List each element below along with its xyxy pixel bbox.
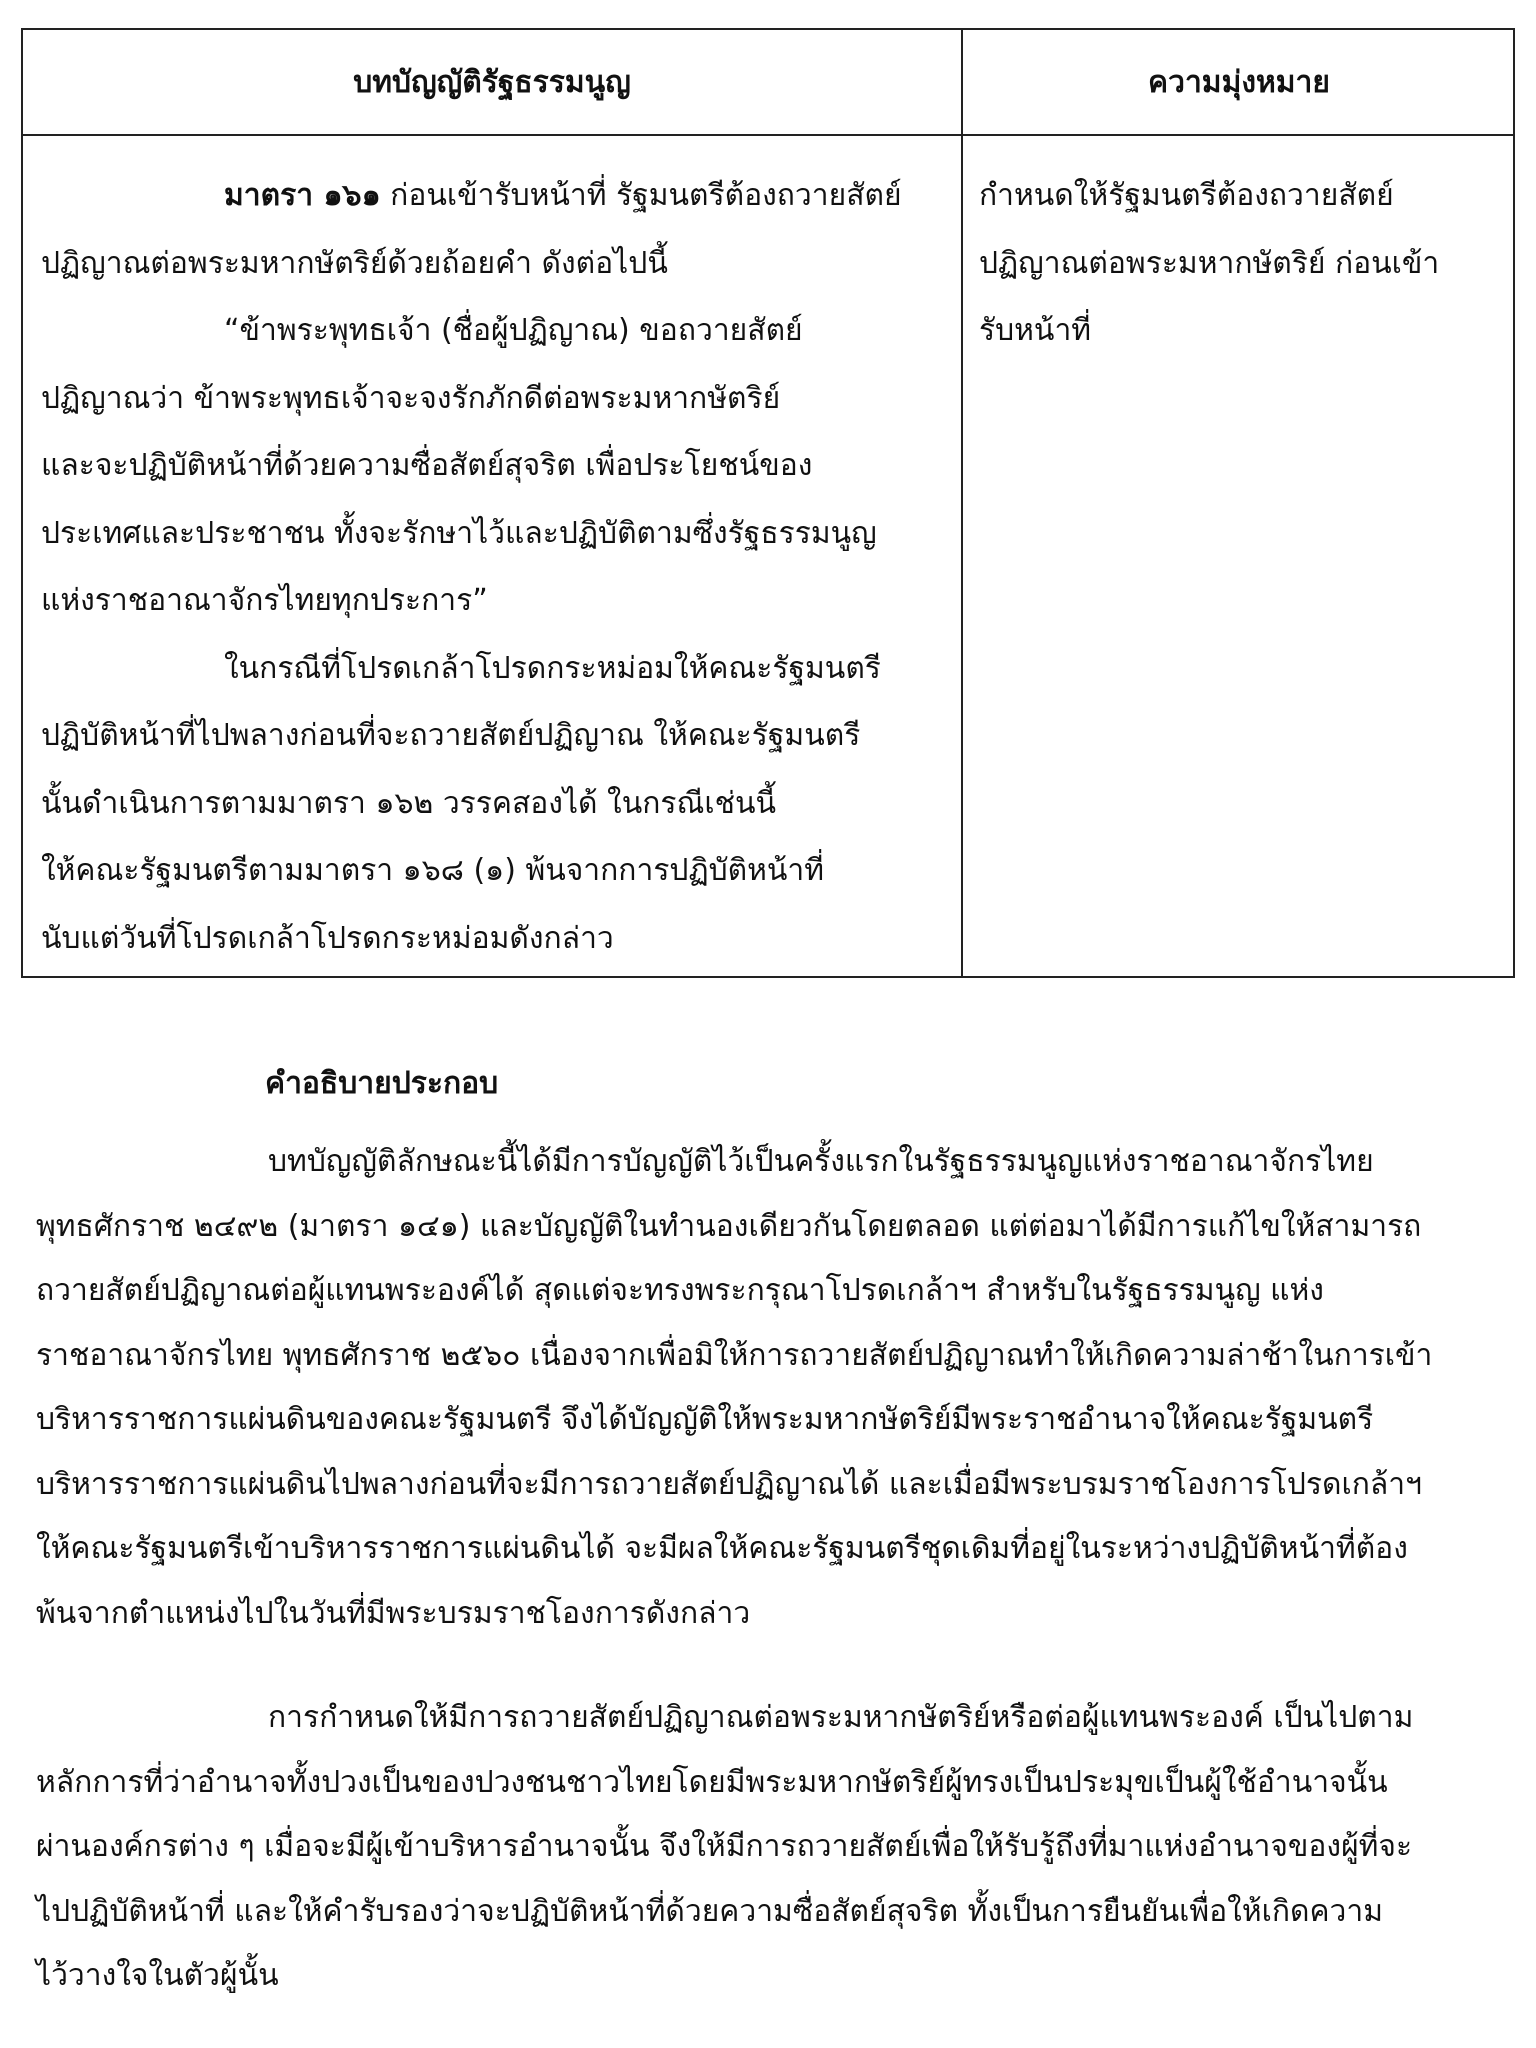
provision-line: ปฏิญาณต่อพระมหากษัตริย์ด้วยถ้อยคำ ดังต่อไปนี้	[41, 245, 668, 281]
paragraph-line: พ้นจากตำแหน่งไปในวันที่มีพระบรมราชโองการดังกล่าว	[36, 1595, 751, 1631]
purpose-line: รับหน้าที่	[979, 313, 1092, 348]
explanation-title: คำอธิบายประกอบ	[265, 1066, 499, 1101]
paragraph-line: การกำหนดให้มีการถวายสัตย์ปฏิญาณต่อพระมหากษัตริย์หรือต่อผู้แทนพระองค์ เป็นไปตาม	[268, 1700, 1414, 1735]
provision-line: ในกรณีที่โปรดเกล้าโปรดกระหม่อมให้คณะรัฐมนตรี	[224, 650, 881, 686]
provision-line: ปฏิบัติหน้าที่ไปพลางก่อนที่จะถวายสัตย์ปฏิญาณ ให้คณะรัฐมนตรี	[41, 718, 861, 753]
paragraph-line: ถวายสัตย์ปฏิญาณต่อผู้แทนพระองค์ได้ สุดแต่จะทรงพระกรุณาโปรดเกล้าฯ สำหรับในรัฐธรรมนูญ แห่ง	[36, 1273, 1324, 1308]
constitution-table	[21, 28, 1515, 978]
provision-line: แห่งราชอาณาจักรไทยทุกประการ”	[41, 583, 488, 618]
provision-line: นับแต่วันที่โปรดเกล้าโปรดกระหม่อมดังกล่าว	[41, 920, 614, 956]
purpose-cell	[979, 136, 1499, 365]
paragraph-line: หลักการที่ว่าอำนาจทั้งปวงเป็นของปวงชนชาวไทยโดยมีพระมหากษัตริย์ผู้ทรงเป็นประมุขเป็นผู้ใช้อำนาจนั้น	[36, 1764, 1388, 1800]
provision-line	[41, 162, 953, 230]
provision-line: “ข้าพระพุทธเจ้า (ชื่อผู้ปฏิญาณ) ขอถวายสัตย์	[224, 313, 803, 348]
paragraph-line: บริหารราชการแผ่นดินของคณะรัฐมนตรี จึงได้บัญญัติให้พระมหากษัตริย์มีพระราชอำนาจให้คณะรัฐมนตรี	[36, 1402, 1374, 1437]
paragraph-line: ผ่านองค์กรต่าง ๆ เมื่อจะมีผู้เข้าบริหารอำนาจนั้น จึงให้มีการถวายสัตย์เพื่อให้รับรู้ถึงที่มาแห่งอำนาจของผู้ที่จะ	[36, 1829, 1413, 1864]
paragraph-line: ไว้วางใจในตัวผู้นั้น	[36, 1958, 279, 1993]
paragraph-line: บริหารราชการแผ่นดินไปพลางก่อนที่จะมีการถวายสัตย์ปฏิญาณได้ และเมื่อมีพระบรมราชโองการโปรดเกล้าฯ	[36, 1466, 1422, 1502]
explanation-paragraph-2	[36, 1686, 1500, 2009]
provision-cell	[41, 136, 953, 972]
paragraph-line: พุทธศักราช ๒๔๙๒ (มาตรา ๑๔๑) และบัญญัติในทำนองเดียวกันโดยตลอด แต่ต่อมาได้มีการแก้ไขให้สามารถ	[36, 1208, 1422, 1244]
provision-line: ประเทศและประชาชน ทั้งจะรักษาไว้และปฏิบัติตามซึ่งรัฐธรรมนูญ	[41, 515, 877, 551]
section-number: มาตรา ๑๖๑	[224, 178, 381, 213]
provision-line: ให้คณะรัฐมนตรีตามมาตรา ๑๖๘ (๑) พ้นจากการปฏิบัติหน้าที่	[41, 853, 825, 888]
purpose-line: กำหนดให้รัฐมนตรีต้องถวายสัตย์	[979, 178, 1394, 213]
paragraph-line: ไปปฏิบัติหน้าที่ และให้คำรับรองว่าจะปฏิบัติหน้าที่ด้วยความซื่อสัตย์สุจริต ทั้งเป็นการยืนยันเพื่อให้เกิดความ	[36, 1893, 1384, 1929]
header-provision: บทบัญญัติรัฐธรรมนูญ	[353, 64, 631, 100]
paragraph-line: ให้คณะรัฐมนตรีเข้าบริหารราชการแผ่นดินได้ จะมีผลให้คณะรัฐมนตรีชุดเดิมที่อยู่ในระหว่างปฏิบัติหน้าที่ต้อง	[36, 1531, 1408, 1566]
table-header-row	[23, 30, 1513, 136]
header-purpose: ความมุ่งหมาย	[1148, 64, 1330, 100]
provision-text: ก่อนเข้ารับหน้าที่ รัฐมนตรีต้องถวายสัตย์	[380, 178, 902, 213]
provision-line: ปฏิญาณว่า ข้าพระพุทธเจ้าจะจงรักภักดีต่อพระมหากษัตริย์	[41, 380, 781, 416]
provision-line: นั้นดำเนินการตามมาตรา ๑๖๒ วรรคสองได้ ในกรณีเช่นนี้	[41, 785, 776, 821]
purpose-line: ปฏิญาณต่อพระมหากษัตริย์ ก่อนเข้า	[979, 245, 1440, 281]
paragraph-line: บทบัญญัติลักษณะนี้ได้มีการบัญญัติไว้เป็นครั้งแรกในรัฐธรรมนูญแห่งราชอาณาจักรไทย	[268, 1144, 1374, 1179]
explanation-paragraph-1	[36, 1130, 1500, 1646]
column-divider	[961, 30, 963, 976]
provision-line: และจะปฏิบัติหน้าที่ด้วยความซื่อสัตย์สุจริต เพื่อประโยชน์ของ	[41, 448, 813, 483]
paragraph-line: ราชอาณาจักรไทย พุทธศักราช ๒๕๖๐ เนื่องจากเพื่อมิให้การถวายสัตย์ปฏิญาณทำให้เกิดความล่าช้าในการเข้า	[36, 1337, 1433, 1373]
